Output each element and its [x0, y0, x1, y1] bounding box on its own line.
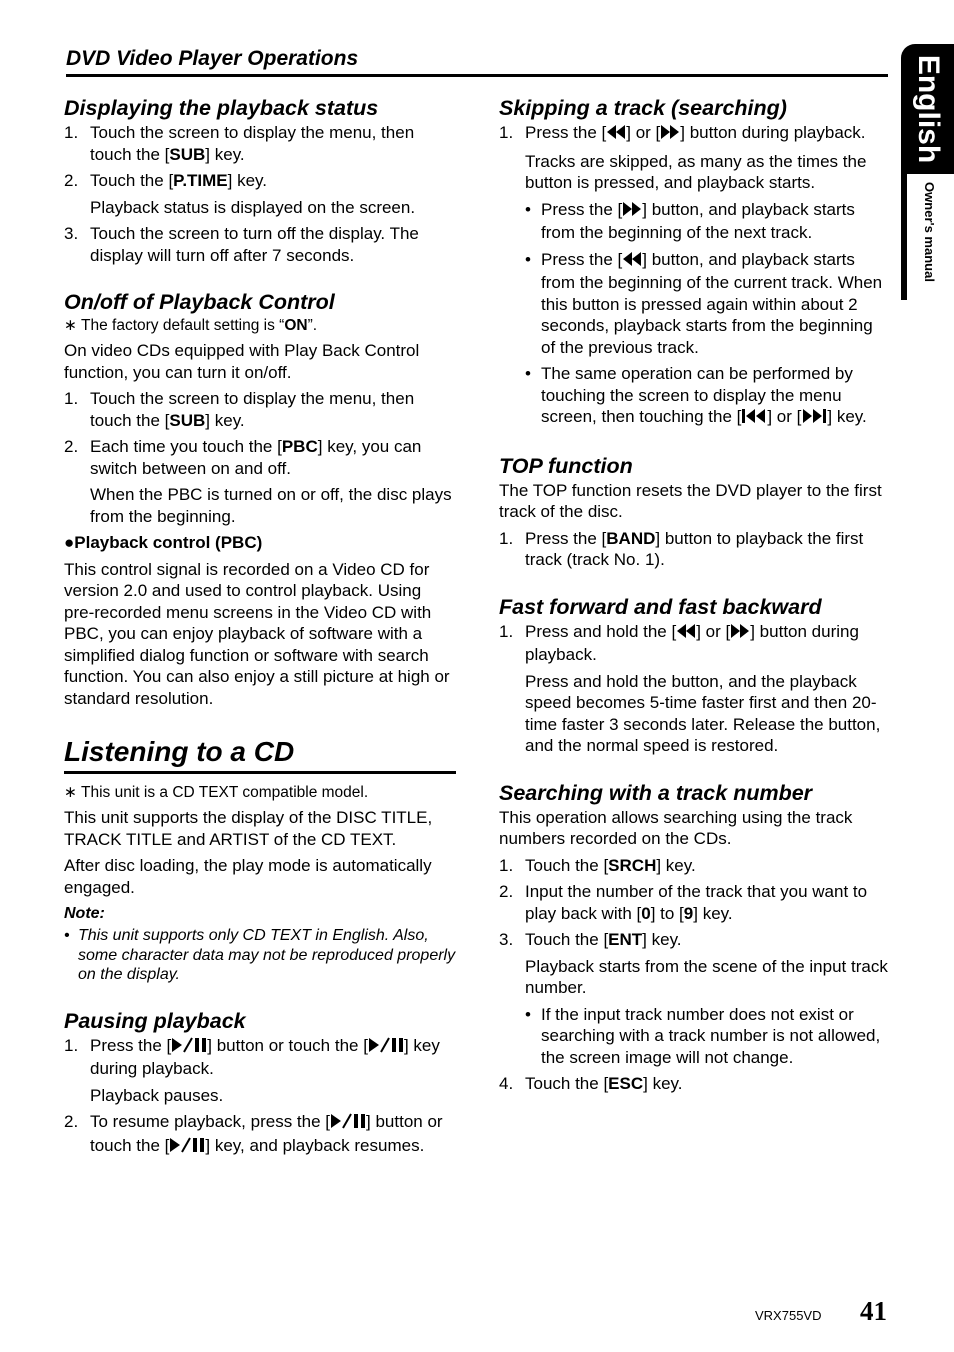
step-text: Touch the [ — [90, 171, 174, 190]
step-item — [64, 436, 456, 479]
step-number: 1. — [499, 621, 514, 641]
step-item — [64, 170, 456, 192]
steps-list — [499, 1073, 891, 1095]
play-pause-icon — [171, 1037, 207, 1059]
model-number: VRX755VD — [755, 1308, 822, 1323]
step-note: Playback pauses. — [90, 1085, 224, 1105]
page-header — [66, 46, 888, 77]
step-text: ] key. — [693, 903, 733, 923]
bullet-text: Press the [ — [541, 199, 623, 219]
step-item — [499, 855, 891, 877]
step-note: Playback status is displayed on the screen. — [90, 197, 416, 217]
key-label: ENT — [608, 930, 643, 949]
step-item — [64, 223, 456, 266]
step-text: Press the [ — [525, 123, 607, 142]
step-text: ] key, and playback resumes. — [205, 1135, 425, 1155]
header-title: DVD Video Player Operations — [66, 47, 359, 70]
bullet-dot: • — [525, 364, 531, 383]
steps-list — [499, 122, 891, 146]
steps-list — [64, 122, 456, 192]
section-pbc — [64, 288, 456, 709]
step-text: ] key. — [227, 171, 268, 190]
steps-list — [64, 388, 456, 479]
step-item — [64, 1035, 456, 1080]
pbc-subheading: ●Playback control (PBC) — [64, 533, 263, 552]
note-text: ∗ The factory default setting is “ — [64, 317, 285, 334]
step-number: 2. — [499, 882, 514, 901]
section-listening-cd — [64, 735, 456, 985]
step-item — [499, 1073, 891, 1095]
fast-forward-icon — [622, 201, 642, 223]
step-text: ] key, you can switch between on and off. — [90, 437, 422, 478]
bullet-dot: • — [525, 249, 531, 269]
step-text: ] button or touch the [ — [90, 1112, 443, 1155]
step-text: Each time you touch the [ — [90, 437, 282, 456]
steps-list — [499, 528, 891, 571]
key-label: SUB — [169, 144, 206, 164]
bullet-item — [499, 1004, 891, 1069]
key-label: SRCH — [608, 855, 657, 875]
step-text: To resume playback, press the [ — [90, 1112, 331, 1131]
tab-language-box — [901, 44, 954, 174]
section-title: Pausing playback — [64, 1008, 246, 1033]
section-title: Searching with a track number — [499, 780, 813, 805]
step-number: 2. — [64, 437, 79, 456]
step-text: ] button or touch the [ — [207, 1035, 368, 1055]
play-pause-icon — [169, 1137, 205, 1159]
key-label: BAND — [606, 528, 656, 548]
bullet-item — [499, 199, 891, 244]
intro-text: On video CDs equipped with Play Back Control function, you can turn it on/off. — [64, 341, 420, 382]
step-text: Press and hold the [ — [525, 621, 677, 641]
step-text: Input the number of the track that you want to play back with [ — [525, 882, 868, 923]
step-text: Touch the [ — [525, 930, 609, 949]
step-number: 1. — [64, 1035, 79, 1055]
section-display-status — [64, 94, 456, 266]
pbc-description: This control signal is recorded on a Video CD for version 2.0 and used to control playback. Using pre-recorded menu screens in the Video CD with PBC, you can enjoy playback of software with a simplified dialog function or software with search function. You can also enjoy a still picture at high or standard resolution. — [64, 559, 450, 708]
step-text: Touch the [ — [525, 855, 609, 875]
language-side-tab — [901, 44, 954, 300]
play-pause-icon — [330, 1113, 366, 1135]
step-text: Touch the [ — [525, 1074, 609, 1093]
step-note: Press and hold the button, and the playback speed becomes 5-time faster first and then 20-time faster 3 seconds later. Release the button, and the normal speed is restored. — [525, 671, 881, 755]
note-text: This unit supports only CD TEXT in English. Also, some character data may not be reproduced properly on the display. — [78, 927, 456, 983]
note-item — [64, 926, 456, 985]
tab-divider — [901, 174, 907, 300]
step-note: Tracks are skipped, as many as the times the button is pressed, and playback starts. — [525, 151, 867, 192]
step-number: 1. — [64, 389, 79, 408]
chapter-title: Listening to a CD — [64, 735, 456, 774]
steps-list — [64, 1111, 456, 1158]
default-setting-note — [64, 316, 456, 336]
step-item — [64, 388, 456, 431]
step-number: 3. — [64, 224, 79, 243]
page-number: 41 — [860, 1296, 887, 1326]
step-text: Touch the screen to display the menu, then touch the [ — [90, 123, 415, 164]
step-text: ] key during playback. — [90, 1035, 440, 1078]
step-number: 1. — [499, 123, 514, 142]
cd-support-text: This unit supports the display of the DISC TITLE, TRACK TITLE and ARTIST of the CD TEXT. — [64, 808, 433, 849]
section-skipping — [499, 94, 891, 430]
step-item — [64, 122, 456, 165]
section-title: Displaying the playback status — [64, 96, 379, 120]
step-number: 1. — [499, 855, 514, 875]
rewind-icon — [622, 251, 642, 273]
step-text: ] key. — [205, 410, 245, 430]
bullet-text: ] or [ — [767, 407, 802, 426]
steps-list — [499, 621, 891, 666]
section-pausing — [64, 1007, 456, 1159]
step-number: 1. — [64, 123, 79, 142]
step-text: ] or [ — [696, 621, 731, 641]
cd-autoplay-text: After disc loading, the play mode is automatically engaged. — [64, 856, 432, 897]
bullet-text: Press the [ — [541, 249, 623, 269]
section-search-track — [499, 779, 891, 1095]
bullet-dot: • — [525, 1004, 531, 1024]
key-label: ESC — [608, 1074, 644, 1093]
step-text: Touch the screen to display the menu, then touch the [ — [90, 389, 415, 430]
step-text: ] or [ — [626, 123, 661, 142]
tab-language-label: English — [911, 54, 945, 164]
key-label: 0 — [641, 903, 651, 923]
tab-subtitle-box — [901, 174, 954, 300]
tab-subtitle-label: Owner's manual — [921, 182, 937, 282]
key-label: P.TIME — [173, 171, 228, 190]
section-title: Skipping a track (searching) — [499, 96, 787, 120]
step-note: When the PBC is turned on or off, the disc plays from the beginning. — [90, 485, 452, 526]
step-item — [499, 881, 891, 924]
left-column — [64, 94, 456, 1163]
step-text: ] to [ — [650, 903, 684, 923]
steps-list — [64, 1035, 456, 1080]
step-note: Playback starts from the scene of the input track number. — [525, 956, 888, 997]
step-item — [499, 528, 891, 571]
steps-list — [64, 223, 456, 266]
step-text: ] key. — [643, 1074, 683, 1093]
step-item — [499, 621, 891, 666]
key-label: ON — [284, 317, 308, 334]
rewind-icon — [676, 623, 696, 645]
steps-list — [499, 855, 891, 951]
bullet-text: The same operation can be performed by touching the screen to display the menu screen, then touching the [ — [541, 364, 853, 426]
step-item — [499, 929, 891, 951]
step-item — [499, 122, 891, 146]
section-title: Fast forward and fast backward — [499, 594, 822, 619]
cd-text-note: ∗ This unit is a CD TEXT compatible model. — [64, 784, 369, 801]
skip-previous-icon — [741, 408, 767, 430]
rewind-icon — [606, 124, 626, 146]
intro-text: The TOP function resets the DVD player to the first track of the disc. — [499, 480, 882, 521]
bullet-text: If the input track number does not exist or searching with a track number is not allowed, the screen image will not change. — [541, 1004, 881, 1067]
key-label: SUB — [169, 410, 206, 430]
step-text: Press the [ — [90, 1035, 172, 1055]
bullet-text: ] button, and playback starts from the beginning of the next track. — [541, 199, 855, 242]
note-label: Note: — [64, 905, 105, 922]
section-fast-forward — [499, 593, 891, 757]
note-text: ”. — [307, 317, 318, 334]
step-text: Touch the screen to turn off the display. The display will turn off after 7 seconds. — [90, 224, 419, 265]
step-text: ] button during playback. — [525, 621, 859, 664]
intro-text: This operation allows searching using the track numbers recorded on the CDs. — [499, 807, 853, 848]
bullet-dot: • — [525, 199, 531, 219]
step-text: ] button during playback. — [680, 123, 866, 142]
key-label: 9 — [683, 903, 694, 923]
step-text: ] button to playback the first track (track No. 1). — [525, 528, 864, 569]
step-number: 3. — [499, 930, 514, 949]
bullet-dot: • — [64, 927, 70, 944]
section-top-function — [499, 452, 891, 571]
step-number: 4. — [499, 1074, 514, 1093]
section-title: On/off of Playback Control — [64, 290, 335, 314]
step-number: 2. — [64, 1112, 79, 1131]
step-text: ] key. — [656, 855, 696, 875]
fast-forward-icon — [660, 124, 680, 146]
section-title: TOP function — [499, 453, 633, 478]
step-number: 1. — [499, 528, 514, 548]
play-pause-icon — [368, 1037, 404, 1059]
step-text: ] key. — [642, 930, 682, 949]
key-label: PBC — [281, 437, 318, 456]
step-item — [64, 1111, 456, 1158]
right-column — [499, 94, 891, 1100]
step-text: Press the [ — [525, 528, 607, 548]
fast-forward-icon — [730, 623, 750, 645]
bullet-item — [499, 249, 891, 359]
bullet-text: ] key. — [827, 407, 867, 426]
skip-next-icon — [801, 408, 827, 430]
step-text: ] key. — [205, 144, 245, 164]
step-number: 2. — [64, 171, 79, 190]
bullet-text: ] button, and playback starts from the beginning of the current track. When this button is pressed again within about 2 seconds, playback starts from the beginning of the previous track. — [541, 249, 883, 357]
bullet-item — [499, 363, 891, 430]
